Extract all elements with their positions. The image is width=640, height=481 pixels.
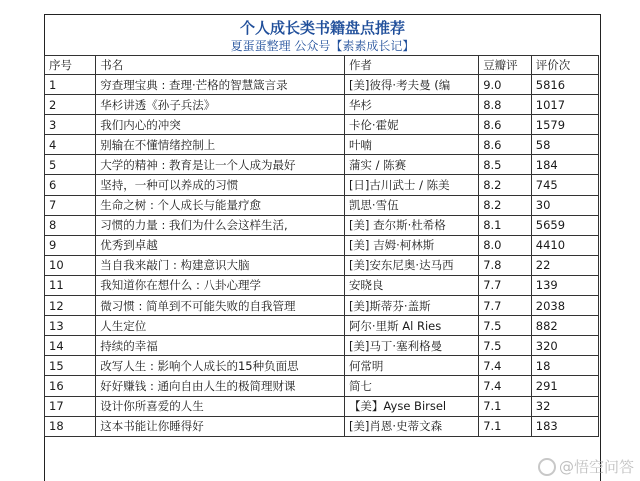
table-row (45, 195, 599, 215)
cell-index: 2 (45, 95, 96, 115)
cell-author: [美] 吉姆·柯林斯 (344, 235, 478, 255)
cell-rating-count: 32 (531, 396, 598, 416)
cell-rating-count: 184 (531, 155, 598, 175)
header-douban-score: 豆瓣评 (479, 56, 532, 75)
cell-author: 华杉 (344, 95, 478, 115)
watermark (538, 456, 634, 477)
cell-rating-count: 139 (531, 275, 598, 295)
header-rating-count: 评价次 (531, 56, 598, 75)
cell-book-title: 微习惯 : 简单到不可能失败的自我管理 (96, 296, 345, 316)
cell-douban-score: 7.5 (479, 336, 532, 356)
cell-index: 4 (45, 135, 96, 155)
cell-author: [美]斯蒂芬·盖斯 (344, 296, 478, 316)
table-row (45, 316, 599, 336)
cell-douban-score: 8.0 (479, 235, 532, 255)
cell-rating-count: 5659 (531, 215, 598, 235)
table-row (45, 336, 599, 356)
cell-douban-score: 7.4 (479, 356, 532, 376)
cell-rating-count: 745 (531, 175, 598, 195)
cell-douban-score: 7.4 (479, 376, 532, 396)
cell-index: 10 (45, 255, 96, 275)
cell-rating-count: 1579 (531, 115, 598, 135)
book-list-sheet (44, 14, 601, 481)
cell-douban-score: 7.5 (479, 316, 532, 336)
wukong-logo-icon (538, 458, 556, 476)
header-author: 作者 (344, 56, 478, 75)
cell-rating-count: 58 (531, 135, 598, 155)
cell-book-title: 当自我来敲门 : 构建意识大脑 (96, 255, 345, 275)
table-row (45, 155, 599, 175)
cell-index: 7 (45, 195, 96, 215)
table-row (45, 135, 599, 155)
cell-index: 18 (45, 416, 96, 436)
page-subtitle: 夏蛋蛋整理 公众号【素素成长记】 (230, 39, 415, 53)
cell-author: 何常明 (344, 356, 478, 376)
cell-author: 【美】Ayse Birsel (344, 396, 478, 416)
cell-author: 简七 (344, 376, 478, 396)
cell-book-title: 习惯的力量 : 我们为什么会这样生活, (96, 215, 345, 235)
cell-douban-score: 8.6 (479, 115, 532, 135)
cell-rating-count: 30 (531, 195, 598, 215)
cell-book-title: 华杉讲透《孙子兵法》 (96, 95, 345, 115)
cell-book-title: 持续的幸福 (96, 336, 345, 356)
table-row (45, 75, 599, 95)
cell-author: 叶喃 (344, 135, 478, 155)
table-row (45, 235, 599, 255)
cell-book-title: 别输在不懂情绪控制上 (96, 135, 345, 155)
table-row (45, 115, 599, 135)
table-row (45, 95, 599, 115)
cell-douban-score: 9.0 (479, 75, 532, 95)
table-row (45, 356, 599, 376)
table-row (45, 175, 599, 195)
cell-douban-score: 7.8 (479, 255, 532, 275)
book-table (44, 55, 599, 437)
cell-douban-score: 8.6 (479, 135, 532, 155)
cell-author: [美]肖恩·史蒂文森 (344, 416, 478, 436)
cell-author: [日]古川武士 / 陈美 (344, 175, 478, 195)
cell-rating-count: 1017 (531, 95, 598, 115)
watermark-text: @悟空问答 (558, 458, 634, 476)
cell-douban-score: 7.7 (479, 275, 532, 295)
cell-author: 安晓良 (344, 275, 478, 295)
cell-douban-score: 8.5 (479, 155, 532, 175)
table-body (45, 75, 599, 437)
cell-rating-count: 18 (531, 356, 598, 376)
cell-douban-score: 8.1 (479, 215, 532, 235)
cell-index: 6 (45, 175, 96, 195)
cell-index: 5 (45, 155, 96, 175)
cell-index: 12 (45, 296, 96, 316)
cell-index: 15 (45, 356, 96, 376)
header-book-title: 书名 (96, 56, 345, 75)
cell-book-title: 我知道你在想什么 : 八卦心理学 (96, 275, 345, 295)
cell-douban-score: 7.1 (479, 416, 532, 436)
cell-author: [美] 查尔斯·杜希格 (344, 215, 478, 235)
cell-index: 9 (45, 235, 96, 255)
cell-book-title: 设计你所喜爱的人生 (96, 396, 345, 416)
cell-index: 1 (45, 75, 96, 95)
cell-index: 3 (45, 115, 96, 135)
cell-rating-count: 4410 (531, 235, 598, 255)
cell-index: 16 (45, 376, 96, 396)
cell-author: 凯思·雪伍 (344, 195, 478, 215)
cell-book-title: 生命之树 : 个人成长与能量疗愈 (96, 195, 345, 215)
cell-douban-score: 8.2 (479, 175, 532, 195)
cell-book-title: 改写人生 : 影响个人成长的15种负面思 (96, 356, 345, 376)
cell-index: 17 (45, 396, 96, 416)
cell-douban-score: 7.1 (479, 396, 532, 416)
cell-author: [美]彼得·考夫曼 (编 (344, 75, 478, 95)
cell-index: 8 (45, 215, 96, 235)
cell-book-title: 我们内心的冲突 (96, 115, 345, 135)
cell-author: 蒲实 / 陈赛 (344, 155, 478, 175)
cell-book-title: 这本书能让你睡得好 (96, 416, 345, 436)
cell-author: 阿尔·里斯 Al Ries (344, 316, 478, 336)
page-title: 个人成长类书籍盘点推荐 (239, 19, 405, 37)
table-row (45, 275, 599, 295)
table-row (45, 396, 599, 416)
cell-author: [美]马丁·塞利格曼 (344, 336, 478, 356)
cell-rating-count: 291 (531, 376, 598, 396)
cell-rating-count: 5816 (531, 75, 598, 95)
cell-index: 14 (45, 336, 96, 356)
cell-book-title: 优秀到卓越 (96, 235, 345, 255)
cell-author: [美]安东尼奥·达马西 (344, 255, 478, 275)
cell-book-title: 大学的精神 : 教育是让一个人成为最好 (96, 155, 345, 175)
cell-douban-score: 8.8 (479, 95, 532, 115)
cell-book-title: 坚持，一种可以养成的习惯 (96, 175, 345, 195)
cell-index: 13 (45, 316, 96, 336)
cell-rating-count: 320 (531, 336, 598, 356)
table-row (45, 416, 599, 436)
cell-rating-count: 2038 (531, 296, 598, 316)
cell-index: 11 (45, 275, 96, 295)
cell-book-title: 穷查理宝典 : 查理·芒格的智慧箴言录 (96, 75, 345, 95)
cell-author: 卡伦·霍妮 (344, 115, 478, 135)
table-row (45, 376, 599, 396)
table-row (45, 255, 599, 275)
cell-douban-score: 8.2 (479, 195, 532, 215)
cell-douban-score: 7.7 (479, 296, 532, 316)
table-header-row (45, 56, 599, 75)
cell-rating-count: 22 (531, 255, 598, 275)
cell-rating-count: 882 (531, 316, 598, 336)
cell-book-title: 好好赚钱 : 通向自由人生的极简理财课 (96, 376, 345, 396)
cell-book-title: 人生定位 (96, 316, 345, 336)
table-row (45, 215, 599, 235)
header-index: 序号 (45, 56, 96, 75)
table-row (45, 296, 599, 316)
cell-rating-count: 183 (531, 416, 598, 436)
